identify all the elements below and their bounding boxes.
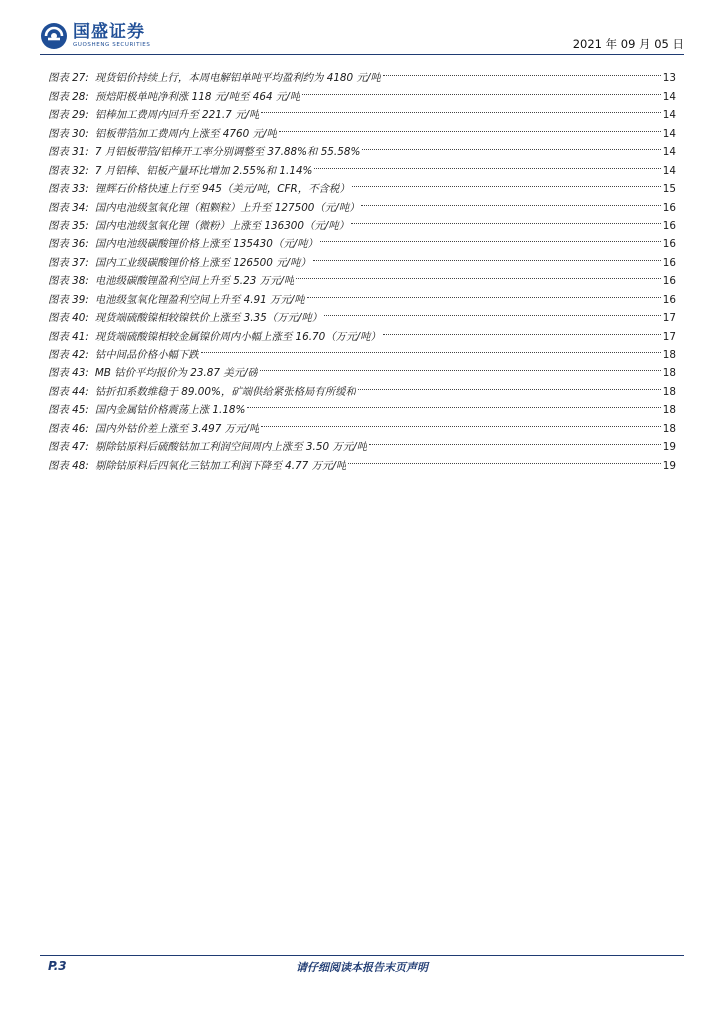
toc-page-number: 17	[662, 330, 676, 343]
toc-dot-leader	[261, 413, 660, 431]
toc-figure-title: 剔除钴原料后硫酸钴加工利润空间周内上涨至 3.50 万元/吨	[94, 441, 368, 454]
footer-disclaimer: 请仔细阅读本报告末页声明	[296, 961, 428, 974]
logo-english-name: GUOSHENG SECURITIES	[73, 42, 151, 48]
toc-figure-title: 铝板带箔加工费周内上涨至 4760 元/吨	[94, 127, 277, 140]
toc-figure-label: 图表 38:	[48, 275, 89, 288]
toc-dot-leader	[383, 63, 661, 81]
toc-dot-leader	[261, 100, 660, 118]
toc-page-number: 16	[662, 256, 676, 269]
toc-figure-label: 图表 34:	[48, 201, 89, 214]
guosheng-logo-icon	[40, 22, 68, 50]
toc-figure-title: 剔除钴原料后四氧化三钴加工利润下降至 4.77 万元/吨	[94, 459, 347, 472]
toc-figure-title: 现货端硫酸镍相较镍铁价上涨至 3.35（万元/吨）	[94, 312, 323, 325]
toc-page-number: 18	[662, 404, 676, 417]
toc-figure-label: 图表 41:	[48, 330, 89, 343]
toc-figure-title: 7 月铝板带箔/铝棒开工率分别调整至 37.88%和 55.58%	[94, 146, 361, 159]
toc-figure-label: 图表 44:	[48, 385, 89, 398]
toc-figure-label: 图表 40:	[48, 312, 89, 325]
toc-figure-label: 图表 29:	[48, 109, 89, 122]
toc-dot-leader	[383, 321, 661, 339]
toc-page-number: 19	[662, 441, 676, 454]
toc-dot-leader	[307, 284, 661, 302]
toc-page-number: 14	[662, 109, 676, 122]
toc-dot-leader	[348, 450, 661, 468]
toc-figure-label: 图表 35:	[48, 219, 89, 232]
toc-page-number: 16	[662, 275, 676, 288]
toc-figure-label: 图表 30:	[48, 127, 89, 140]
toc-figure-label: 图表 46:	[48, 422, 89, 435]
toc-page-number: 15	[662, 183, 676, 196]
toc-dot-leader	[296, 266, 660, 284]
toc-dot-leader	[369, 432, 661, 450]
report-date: 2021 年 09 月 05 日	[572, 37, 684, 51]
toc-figure-label: 图表 37:	[48, 256, 89, 269]
toc-page-number: 18	[662, 385, 676, 398]
toc-figure-label: 图表 39:	[48, 293, 89, 306]
toc-figure-label: 图表 45:	[48, 404, 89, 417]
toc-page-number: 13	[662, 72, 676, 85]
toc-dot-leader	[358, 376, 661, 394]
toc-figure-title: 现货端硫酸镍相较金属镍价周内小幅上涨至 16.70（万元/吨）	[94, 330, 381, 343]
toc-page-number: 18	[662, 367, 676, 380]
toc-page-number: 16	[662, 238, 676, 251]
toc-figure-title: 国内金属钴价格震荡上涨 1.18%	[94, 404, 246, 417]
toc-page-number: 18	[662, 349, 676, 361]
header-divider	[40, 54, 684, 55]
toc-dot-leader	[361, 192, 660, 210]
toc-dot-leader	[260, 358, 661, 376]
toc-page-number: 19	[662, 459, 676, 472]
toc-figure-title: 钴折扣系数维稳于 89.00%，矿端供给紧张格局有所缓和	[94, 385, 356, 398]
toc-figure-title: 国内工业级碳酸锂价格上涨至 126500 元/吨）	[94, 256, 311, 269]
toc-figure-label: 图表 32:	[48, 164, 89, 177]
toc-dot-leader	[314, 155, 660, 173]
page-number: P.3	[48, 959, 67, 973]
toc-figure-title: 7 月铝棒、铝板产量环比增加 2.55%和 1.14%	[94, 164, 313, 177]
toc-figure-label: 图表 27:	[48, 72, 89, 85]
toc-figure-label: 图表 31:	[48, 146, 89, 159]
toc-dot-leader	[302, 81, 661, 99]
toc-dot-leader	[352, 174, 661, 192]
toc-figure-label: 图表 42:	[48, 349, 89, 361]
toc-dot-leader	[201, 340, 661, 358]
toc-dot-leader	[320, 229, 661, 247]
toc-figure-label: 图表 47:	[48, 441, 89, 454]
toc-figure-title: 国内电池级氢氧化锂（微粉）上涨至 136300（元/吨）	[94, 219, 350, 232]
toc-page-number: 18	[662, 422, 676, 435]
toc-page-number: 16	[662, 293, 676, 306]
toc-page-number: 14	[662, 146, 676, 159]
toc-figure-title: 现货铝价持续上行，本周电解铝单吨平均盈利约为 4180 元/吨	[94, 72, 381, 85]
toc-page-number: 16	[662, 219, 676, 232]
toc-page-number: 17	[662, 312, 676, 325]
toc-figure-title: 电池级氢氧化锂盈利空间上升至 4.91 万元/吨	[94, 293, 305, 306]
toc-figure-label: 图表 48:	[48, 459, 89, 472]
toc-figure-title: 预焙阳极单吨净利涨 118 元/吨至 464 元/吨	[94, 90, 301, 103]
toc-page-number: 14	[662, 90, 676, 103]
toc-figure-title: 国内外钴价差上涨至 3.497 万元/吨	[94, 422, 260, 435]
logo-chinese-name: 国盛证券	[73, 22, 145, 42]
page-header	[0, 0, 724, 62]
toc-figure-title: MB 钴价平均报价为 23.87 美元/磅	[94, 367, 258, 380]
footer-divider	[40, 955, 684, 956]
toc-figure-label: 图表 36:	[48, 238, 89, 251]
toc-figure-label: 图表 28:	[48, 90, 89, 103]
toc-dot-leader	[313, 247, 661, 265]
toc-page-number: 14	[662, 127, 676, 140]
toc-figure-label: 图表 33:	[48, 183, 89, 196]
toc-dot-leader	[324, 303, 661, 321]
toc-figure-label: 图表 43:	[48, 367, 89, 380]
toc-figure-title: 锂辉石价格快速上行至 945（美元/吨，CFR，不含税）	[94, 183, 350, 196]
toc-figure-title: 国内电池级氢氧化锂（粗颗粒）上升至 127500（元/吨）	[94, 201, 360, 214]
company-logo	[40, 22, 150, 52]
figure-list	[48, 63, 676, 472]
toc-figure-title: 电池级碳酸锂盈利空间上升至 5.23 万元/吨	[94, 275, 295, 288]
toc-dot-leader	[247, 395, 660, 413]
toc-figure-title: 钴中间品价格小幅下跌	[94, 349, 199, 361]
toc-figure-title: 铝棒加工费周内回升至 221.7 元/吨	[94, 109, 260, 122]
toc-dot-leader	[279, 118, 661, 136]
toc-page-number: 14	[662, 164, 676, 177]
toc-dot-leader	[351, 211, 661, 229]
toc-entry[interactable]	[48, 63, 676, 85]
toc-figure-title: 国内电池级碳酸锂价格上涨至 135430（元/吨）	[94, 238, 318, 251]
toc-page-number: 16	[662, 201, 676, 214]
toc-dot-leader	[362, 137, 660, 155]
